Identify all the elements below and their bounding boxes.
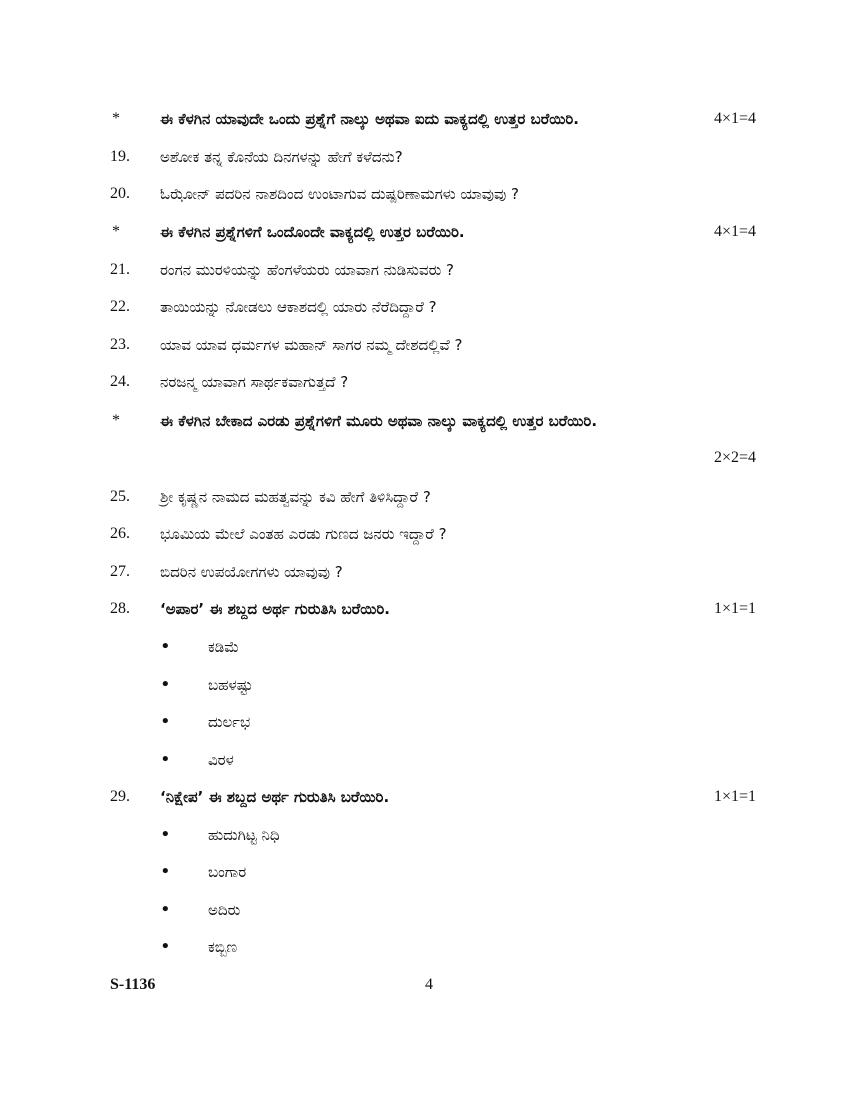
question-number: 24. xyxy=(110,373,130,390)
option-item xyxy=(0,632,850,662)
question-number: 23. xyxy=(110,336,130,353)
question-text: ರಂಗನ ಮುರಳಿಯನ್ನು ಹೆಂಗಳೆಯರು ಯಾವಾಗ ನುಡಿಸುವರು ? xyxy=(160,261,455,279)
question-text: ಓಝೋನ್ ಪದರಿನ ನಾಶದಿಂದ ಉಂಟಾಗುವ ದುಷ್ಪರಿಣಾಮಗಳು ಯಾವುವು ? xyxy=(160,185,519,203)
question-20 xyxy=(0,179,850,209)
bullet-icon: • xyxy=(160,824,171,845)
question-number: 28. xyxy=(110,600,130,617)
question-text: ತಾಯಿಯನ್ನು ನೋಡಲು ಆಕಾಶದಲ್ಲಿ ಯಾರು ನೆರೆದಿದ್ದಾರೆ ? xyxy=(160,298,437,316)
question-28 xyxy=(0,594,850,624)
marks-label: 2×2=4 xyxy=(713,449,756,466)
question-23 xyxy=(0,330,850,360)
question-number: 22. xyxy=(110,298,130,315)
section-marker: * xyxy=(112,110,120,127)
option-text: ಬಂಗಾರ xyxy=(208,863,247,881)
bullet-icon: • xyxy=(160,674,171,695)
paper-code: S-1136 xyxy=(110,976,156,993)
option-text: ಹುದುಗಿಟ್ಟ ನಿಧಿ xyxy=(208,826,280,844)
question-text: ಭೂಮಿಯ ಮೇಲೆ ಎಂತಹ ಎರಡು ಗುಣದ ಜನರು ಇದ್ದಾರೆ ? xyxy=(160,525,447,543)
question-21 xyxy=(0,255,850,285)
question-text: ನರಜನ್ಮ ಯಾವಾಗ ಸಾರ್ಥಕವಾಗುತ್ತದೆ ? xyxy=(160,373,349,391)
question-number: 29. xyxy=(110,788,130,805)
option-item xyxy=(0,857,850,887)
option-text: ಅದಿರು xyxy=(208,901,241,919)
question-text: ಬಿದರಿನ ಉಪಯೋಗಗಳು ಯಾವುವು ? xyxy=(160,563,343,581)
section-instruction xyxy=(0,104,850,134)
question-number: 25. xyxy=(110,488,130,505)
section-marker: * xyxy=(112,223,120,240)
page-number: 4 xyxy=(425,976,433,993)
bullet-icon: • xyxy=(160,636,171,657)
instruction-text: ಈ ಕೆಳಗಿನ ಬೇಕಾದ ಎರಡು ಪ್ರಶ್ನೆಗಳಿಗೆ ಮೂರು ಅಥವಾ ನಾಲ್ಕು ವಾಕ್ಯದಲ್ಲಿ ಉತ್ತರ ಬರೆಯಿರಿ. xyxy=(160,412,598,430)
option-text: ಬಹಳಷ್ಟು xyxy=(208,676,253,694)
option-item xyxy=(0,707,850,737)
option-text: ಕಡಿಮೆ xyxy=(208,638,240,656)
question-22 xyxy=(0,292,850,322)
question-27 xyxy=(0,557,850,587)
question-25 xyxy=(0,482,850,512)
question-text: ಅಶೋಕ ತನ್ನ ಕೊನೆಯ ದಿನಗಳನ್ನು ಹೇಗೆ ಕಳೆದನು? xyxy=(160,148,403,166)
question-text: ‘ಅಪಾರ’ ಈ ಶಬ್ದದ ಅರ್ಥ ಗುರುತಿಸಿ ಬರೆಯಿರಿ. xyxy=(160,600,390,618)
option-text: ಕಬ್ಬಿಣ xyxy=(208,938,238,956)
section-marker: * xyxy=(112,412,120,429)
marks-label: 1×1=1 xyxy=(713,788,756,805)
section-marks-row xyxy=(0,443,850,473)
bullet-icon: • xyxy=(160,899,171,920)
question-number: 26. xyxy=(110,525,130,542)
bullet-icon: • xyxy=(160,749,171,770)
option-text: ದುರ್ಲಭ xyxy=(208,713,251,731)
question-26 xyxy=(0,519,850,549)
option-item xyxy=(0,895,850,925)
bullet-icon: • xyxy=(160,936,171,957)
question-number: 21. xyxy=(110,261,130,278)
question-24 xyxy=(0,367,850,397)
question-number: 19. xyxy=(110,148,130,165)
option-item xyxy=(0,932,850,962)
question-text: ‘ನಿಕ್ಷೇಪ’ ಈ ಶಬ್ದದ ಅರ್ಥ ಗುರುತಿಸಿ ಬರೆಯಿರಿ. xyxy=(160,788,390,806)
question-number: 20. xyxy=(110,185,130,202)
section-instruction xyxy=(0,406,850,436)
marks-label: 4×1=4 xyxy=(713,223,756,240)
question-number: 27. xyxy=(110,563,130,580)
option-item xyxy=(0,745,850,775)
question-text: ಯಾವ ಯಾವ ಧರ್ಮಗಳ ಮಹಾನ್ ಸಾಗರ ನಮ್ಮ ದೇಶದಲ್ಲಿವೆ ? xyxy=(160,336,463,354)
bullet-icon: • xyxy=(160,711,171,732)
option-item xyxy=(0,820,850,850)
option-text: ವಿರಳ xyxy=(208,751,234,769)
question-29 xyxy=(0,782,850,812)
section-instruction xyxy=(0,217,850,247)
question-19 xyxy=(0,142,850,172)
marks-label: 1×1=1 xyxy=(713,600,756,617)
instruction-text: ಈ ಕೆಳಗಿನ ಯಾವುದೇ ಒಂದು ಪ್ರಶ್ನೆಗೆ ನಾಲ್ಕು ಅಥವಾ ಐದು ವಾಕ್ಯದಲ್ಲಿ ಉತ್ತರ ಬರೆಯಿರಿ. xyxy=(160,110,579,128)
option-item xyxy=(0,670,850,700)
bullet-icon: • xyxy=(160,861,171,882)
question-text: ಶ್ರೀ ಕೃಷ್ಣನ ನಾಮದ ಮಹತ್ವವನ್ನು ಕವಿ ಹೇಗೆ ತಿಳಿಸಿದ್ದಾರೆ ? xyxy=(160,488,431,506)
marks-label: 4×1=4 xyxy=(713,110,756,127)
instruction-text: ಈ ಕೆಳಗಿನ ಪ್ರಶ್ನೆಗಳಿಗೆ ಒಂದೊಂದೇ ವಾಕ್ಯದಲ್ಲಿ ಉತ್ತರ ಬರೆಯಿರಿ. xyxy=(160,223,465,241)
